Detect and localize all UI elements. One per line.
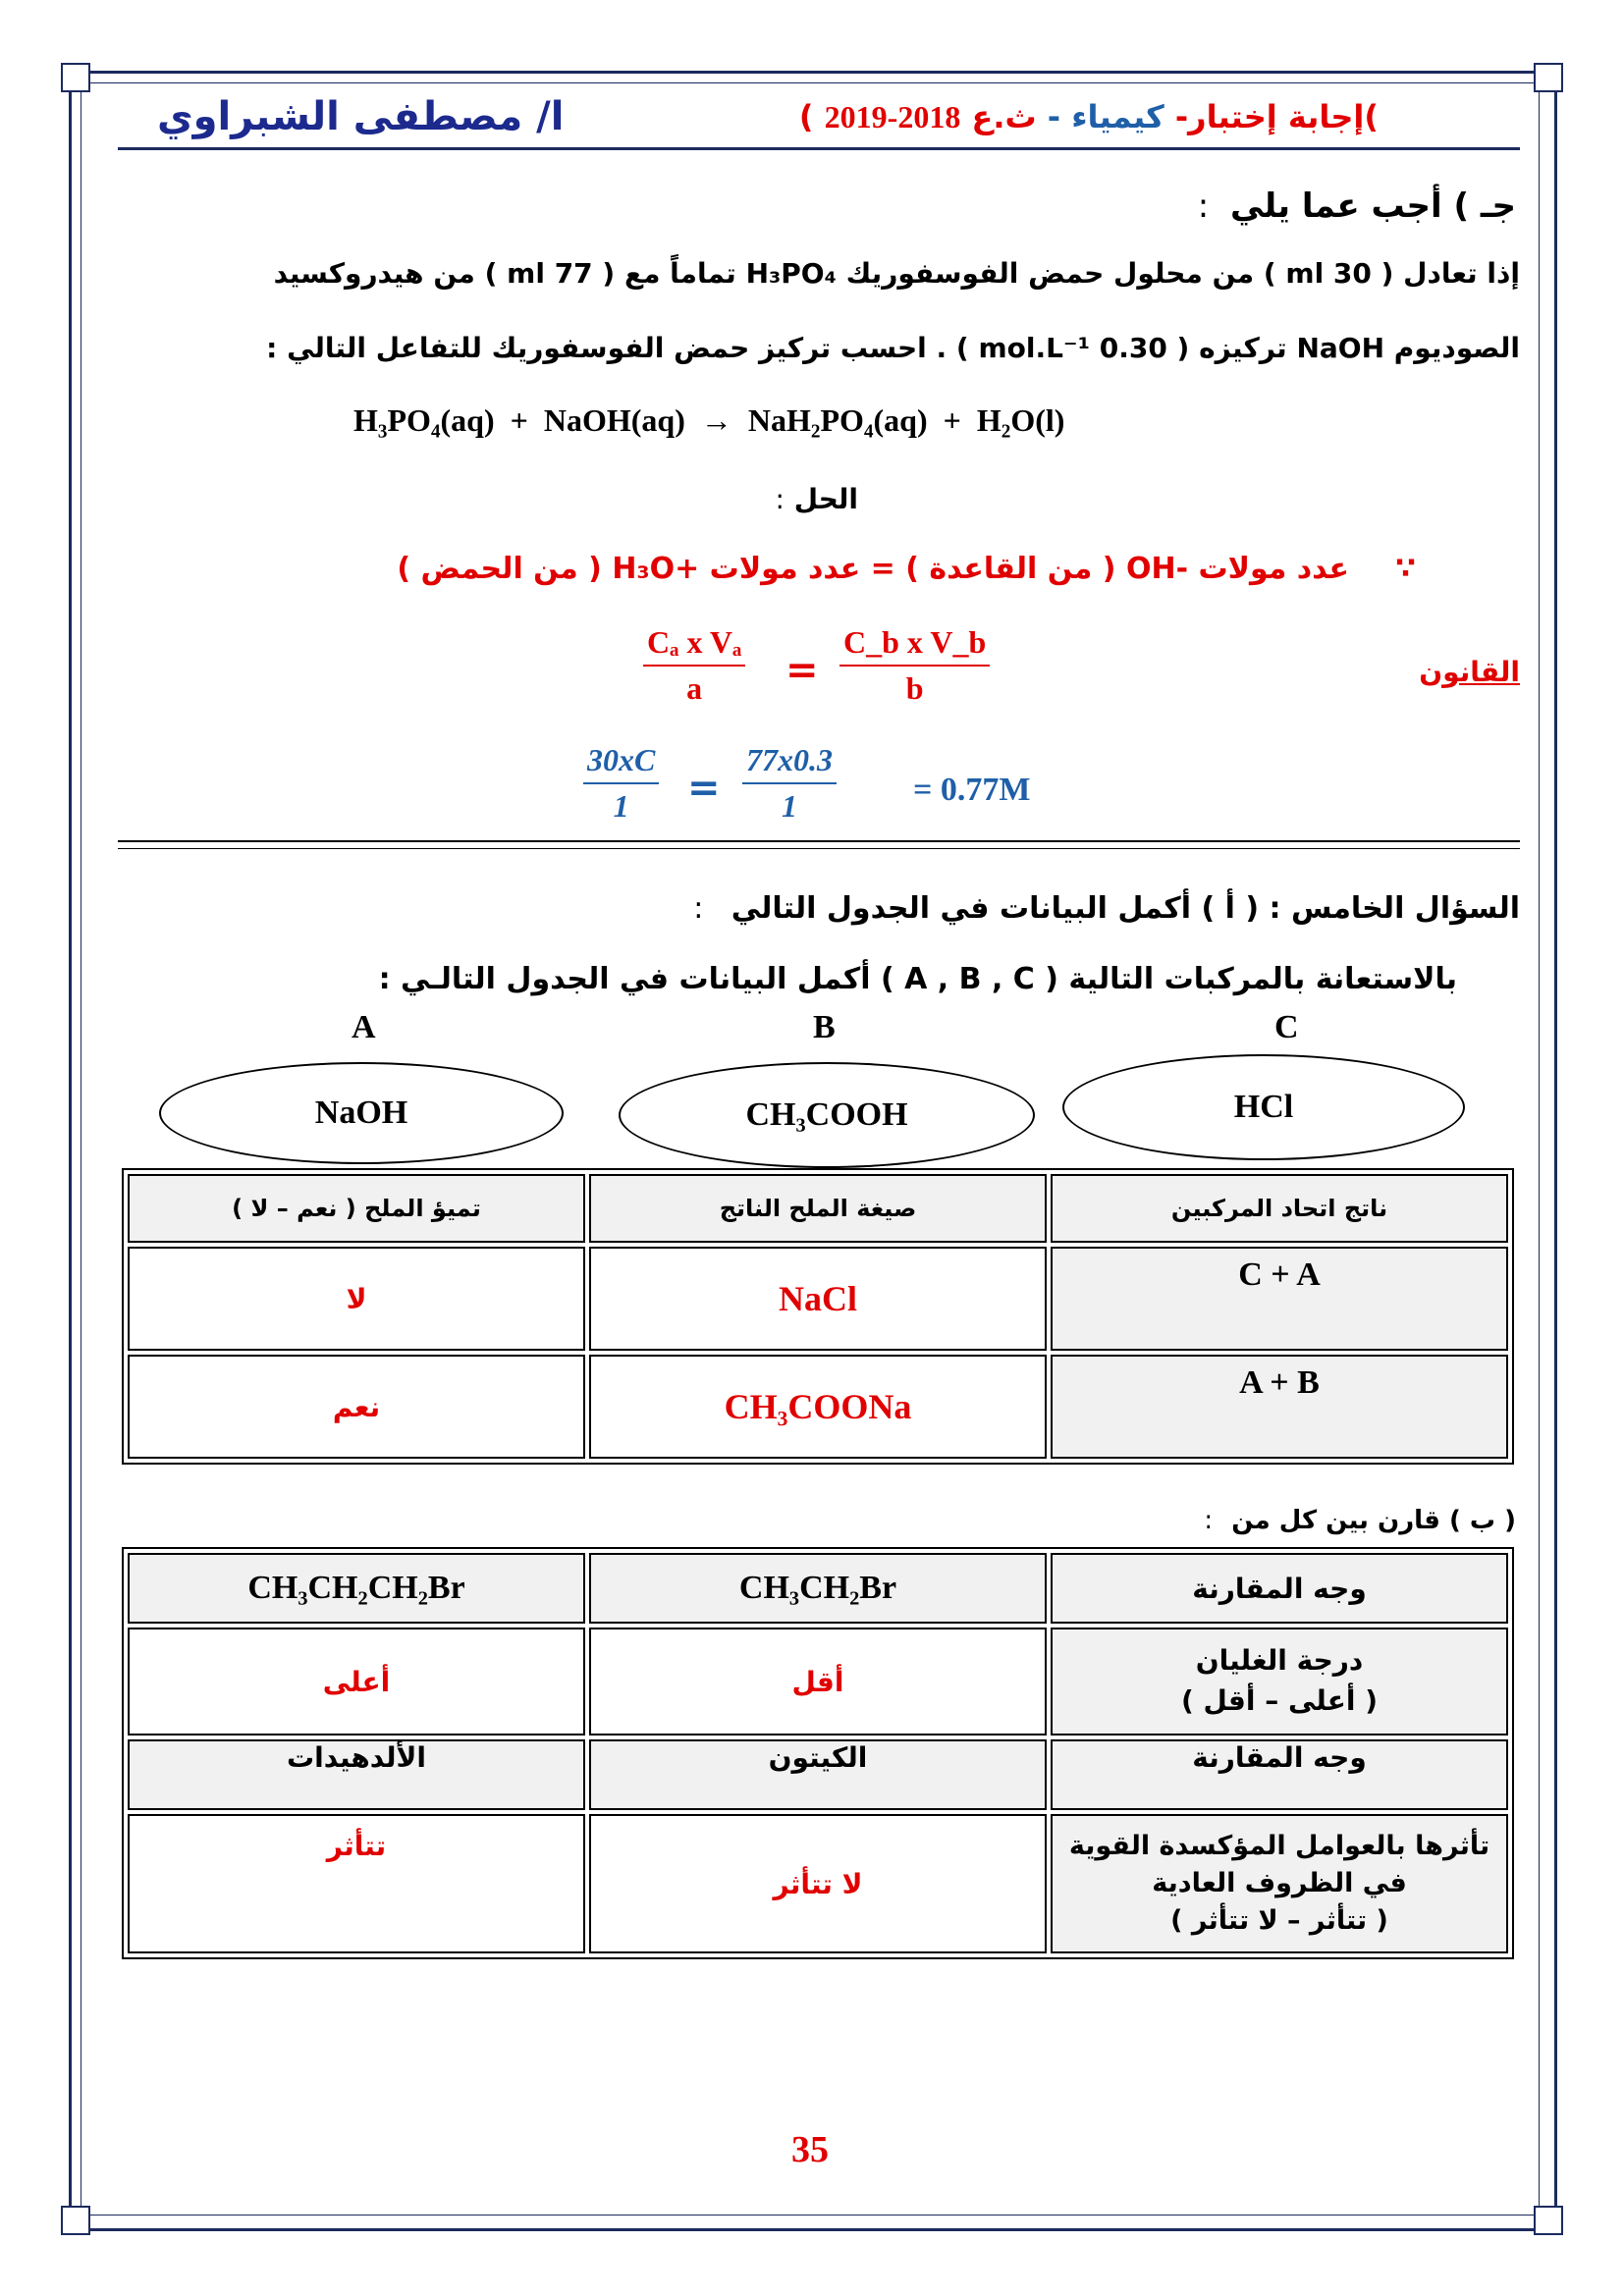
- oxidation-hint: ( تتأثر – لا تتأثر ): [1170, 1904, 1388, 1936]
- section-divider: [118, 848, 1520, 849]
- table-header-row: [128, 1174, 1508, 1243]
- law-left-numerator: Cₐ x Vₐ: [643, 624, 745, 667]
- compound-oval-c: [1062, 1054, 1465, 1160]
- calc-left-denominator: 1: [613, 788, 629, 824]
- compound-oval-b: [619, 1062, 1035, 1168]
- section-c-heading: [1198, 187, 1516, 226]
- law-right-fraction: [839, 624, 990, 707]
- law-left-fraction: [643, 624, 745, 707]
- frame-corner: [1534, 63, 1563, 92]
- table-cell: [1051, 1814, 1508, 1953]
- boiling-point-hint: ( أعلى – أقل ): [1181, 1684, 1378, 1717]
- law-right-denominator: b: [905, 670, 924, 706]
- table-header-cell: وجه المقارنة: [1051, 1739, 1508, 1810]
- frame-corner: [1534, 2206, 1563, 2235]
- therefore-symbol: ∵: [1395, 552, 1416, 586]
- compound-letter-b: B: [813, 1009, 836, 1045]
- table-row: [128, 1355, 1508, 1459]
- title-paren: ): [798, 98, 814, 135]
- reaction-equation: H₃PO₄(aq) + NaOH(aq) → NaH₂PO₄(aq) + H₂O(l): [353, 402, 1065, 438]
- calc-left-fraction: [583, 742, 659, 825]
- problem-line-2: الصوديوم NaOH تركيزه ( 0.30 mol.L⁻¹ ) . احسب تركيز حمض الفوسفوريك للتفاعل التالي :: [266, 332, 1520, 364]
- section-divider: [118, 840, 1520, 842]
- q5-part-a: : ( أ ) أكمل البيانات في الجدول التالي: [731, 891, 1281, 926]
- calc-right-fraction: [742, 742, 837, 825]
- oxidation-label-2: في الظروف العادية: [1152, 1868, 1407, 1899]
- author-name: ا/ مصطفى الشبراوي: [157, 94, 565, 139]
- mole-equality-rule: عدد مولات -OH ( من القاعدة ) = عدد مولات +H₃O ( من الحمض ): [397, 552, 1349, 586]
- compound-formula-b: CH₃COOH: [745, 1096, 908, 1133]
- title-paren: ): [1364, 98, 1379, 135]
- table-header-cell: ناتج اتحاد المركبين: [1051, 1174, 1508, 1243]
- calc-right-denominator: 1: [782, 788, 797, 824]
- q5-title: السؤال الخامس: [1290, 891, 1520, 926]
- table-row: [128, 1814, 1508, 1953]
- table-cell: تتأثر: [128, 1814, 585, 1953]
- law-label: القانون: [1419, 656, 1520, 688]
- section-c-title: جـ ) أجب عما يلي: [1230, 187, 1516, 226]
- salt-table: [122, 1168, 1514, 1465]
- title-grade: ث.ع: [971, 98, 1037, 135]
- table-header-cell: الألدهيدات: [128, 1739, 585, 1810]
- table-cell: C + A: [1051, 1247, 1508, 1351]
- calc-result: = 0.77M: [913, 772, 1031, 808]
- compound-letter-c: C: [1274, 1009, 1299, 1045]
- table-header-cell: صيغة الملح الناتج: [589, 1174, 1047, 1243]
- section-c-colon: :: [1197, 187, 1210, 226]
- table-header-cell: CH₃CH₂Br: [589, 1553, 1047, 1624]
- part-b-colon: :: [1204, 1506, 1214, 1535]
- table-cell: A + B: [1051, 1355, 1508, 1459]
- solution-title: الحل: [793, 483, 858, 515]
- law-right-numerator: C_b x V_b: [839, 624, 990, 667]
- title-subject: كيمياء -: [1047, 98, 1164, 135]
- title-years: 2018-2019: [824, 99, 961, 134]
- table-header-row: [128, 1553, 1508, 1624]
- table-cell: NaCl: [589, 1247, 1047, 1351]
- comparison-table: [122, 1547, 1514, 1959]
- table-cell: أقل: [589, 1628, 1047, 1735]
- solution-label: [776, 483, 858, 515]
- frame-corner: [61, 63, 90, 92]
- boiling-point-label: درجة الغليان: [1195, 1644, 1364, 1678]
- part-b-title: ( ب ) قارن بين كل من: [1231, 1506, 1516, 1535]
- oxidation-label-1: تأثرها بالعوامل المؤكسدة القوية: [1068, 1831, 1490, 1862]
- table-header-cell: CH₃CH₂CH₂Br: [128, 1553, 585, 1624]
- table-cell: لا تتأثر: [589, 1814, 1047, 1953]
- q5-intro: بالاستعانة بالمركبات التالية ( A , B , C ) أكمل البيانات في الجدول التالـي :: [378, 962, 1457, 996]
- table-cell: أعلى: [128, 1628, 585, 1735]
- exam-title: [799, 98, 1379, 135]
- part-b-heading: [1204, 1506, 1516, 1535]
- compound-formula-c: HCl: [1233, 1089, 1294, 1125]
- frame-corner: [61, 2206, 90, 2235]
- calc-left-numerator: 30xC: [583, 742, 659, 784]
- compound-oval-a: [159, 1062, 564, 1164]
- header-divider: [118, 147, 1520, 150]
- table-row: [128, 1247, 1508, 1351]
- table-header-cell: تميؤ الملح ( نعم – لا ): [128, 1174, 585, 1243]
- law-left-denominator: a: [686, 670, 703, 706]
- solution-colon: :: [775, 483, 785, 515]
- compound-letter-a: A: [352, 1009, 376, 1045]
- table-cell: [1051, 1628, 1508, 1735]
- law-equals: =: [785, 648, 819, 693]
- calc-equals: =: [687, 766, 721, 811]
- table-cell: نعم: [128, 1355, 585, 1459]
- table-row: [128, 1628, 1508, 1735]
- q5-colon: :: [693, 891, 704, 926]
- table-cell: CH₃COONa: [589, 1355, 1047, 1459]
- title-main: إجابة إختبار-: [1174, 98, 1365, 135]
- table-header-row: [128, 1739, 1508, 1810]
- compound-formula-a: NaOH: [314, 1095, 408, 1131]
- table-cell: لا: [128, 1247, 585, 1351]
- calc-right-numerator: 77x0.3: [742, 742, 837, 784]
- q5-heading-line: [693, 891, 1520, 926]
- table-header-cell: الكيتون: [589, 1739, 1047, 1810]
- page-number: 35: [791, 2129, 829, 2170]
- problem-line-1: إذا تعادل ( 30 ml ) من محلول حمض الفوسفوريك H₃PO₄ تماماً مع ( 77 ml ) من هيدروكسيد: [273, 257, 1520, 290]
- table-header-cell: وجه المقارنة: [1051, 1553, 1508, 1624]
